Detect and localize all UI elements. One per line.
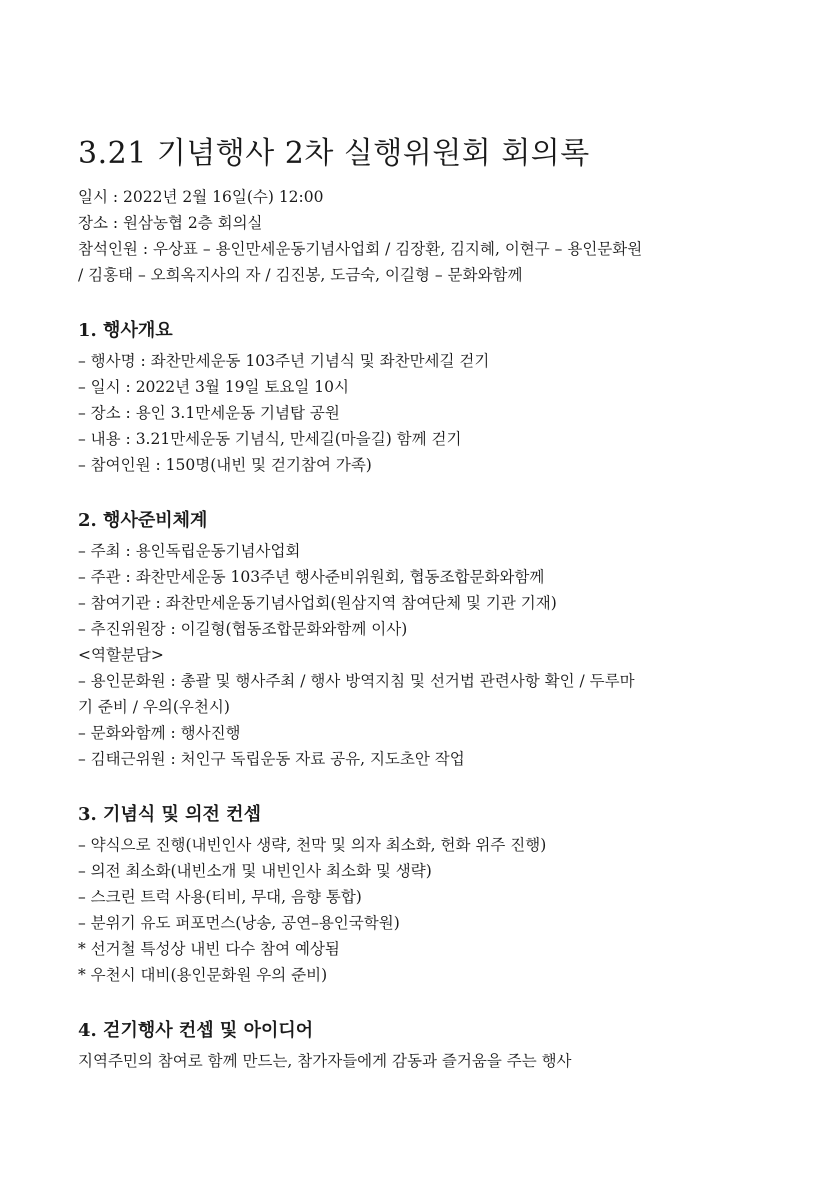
meeting-place: 장소 : 원삼농협 2층 회의실	[78, 214, 263, 232]
section-ceremony-concept	[78, 800, 768, 988]
list-item: – 의전 최소화(내빈소개 및 내빈인사 최소화 및 생략)	[78, 862, 432, 880]
list-item: – 스크린 트럭 사용(티비, 무대, 음향 통합)	[78, 888, 362, 906]
note-item: * 우천시 대비(용인문화원 우의 준비)	[78, 966, 328, 984]
list-item-continuation: 기 준비 / 우의(우천시)	[78, 698, 230, 716]
list-item: – 참여인원 : 150명(내빈 및 걷기참여 가족)	[78, 456, 372, 474]
list-item: – 약식으로 진행(내빈인사 생략, 천막 및 의자 최소화, 헌화 위주 진행)	[78, 836, 547, 854]
list-item: – 내용 : 3.21만세운동 기념식, 만세길(마을길) 함께 걷기	[78, 430, 462, 448]
section-heading: 1. 행사개요	[78, 320, 173, 341]
list-item: – 장소 : 용인 3.1만세운동 기념탑 공원	[78, 404, 340, 422]
meeting-attendees-line-1: 참석인원 : 우상표 – 용인만세운동기념사업회 / 김장환, 김지혜, 이현구 – 용인문화원	[78, 240, 643, 258]
list-item: – 김태근위원 : 처인구 독립운동 자료 공유, 지도초안 작업	[78, 750, 465, 768]
paragraph: 지역주민의 참여로 함께 만드는, 참가자들에게 감동과 즐거움을 주는 행사	[78, 1052, 572, 1070]
section-heading: 4. 걷기행사 컨셉 및 아이디어	[78, 1020, 314, 1041]
section-organization	[78, 506, 768, 772]
list-item: – 행사명 : 좌찬만세운동 103주년 기념식 및 좌찬만세길 걷기	[78, 352, 490, 370]
meeting-meta	[78, 184, 768, 288]
list-item: – 분위기 유도 퍼포먼스(낭송, 공연–용인국학원)	[78, 914, 400, 932]
section-overview	[78, 316, 768, 478]
list-item: – 일시 : 2022년 3월 19일 토요일 10시	[78, 378, 349, 396]
list-item: – 참여기관 : 좌찬만세운동기념사업회(원삼지역 참여단체 및 기관 기재)	[78, 594, 557, 612]
list-item: – 주관 : 좌찬만세운동 103주년 행사준비위원회, 협동조합문화와함께	[78, 568, 545, 586]
section-heading: 2. 행사준비체계	[78, 510, 208, 531]
section-heading: 3. 기념식 및 의전 컨셉	[78, 804, 261, 825]
list-item: – 추진위원장 : 이길형(협동조합문화와함께 이사)	[78, 620, 408, 638]
meeting-date: 일시 : 2022년 2월 16일(수) 12:00	[78, 188, 324, 206]
section-walking-concept	[78, 1016, 768, 1074]
document-page	[78, 134, 768, 1074]
meeting-attendees-line-2: / 김홍태 – 오희옥지사의 자 / 김진봉, 도금숙, 이길형 – 문화와함께	[78, 266, 523, 284]
document-title: 3.21 기념행사 2차 실행위원회 회의록	[78, 136, 590, 171]
list-item: – 주최 : 용인독립운동기념사업회	[78, 542, 301, 560]
list-item: – 문화와함께 : 행사진행	[78, 724, 241, 742]
list-item: – 용인문화원 : 총괄 및 행사주최 / 행사 방역지침 및 선거법 관련사항 확인 / 두루마	[78, 672, 635, 690]
role-division-label: <역할분담>	[78, 646, 164, 664]
note-item: * 선거철 특성상 내빈 다수 참여 예상됨	[78, 940, 340, 958]
